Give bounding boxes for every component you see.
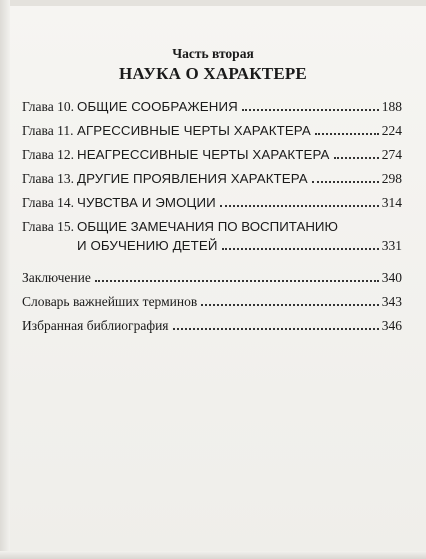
dot-leader [315, 133, 379, 135]
page-number: 224 [381, 123, 402, 138]
page-number: 331 [381, 238, 402, 253]
toc-entry-chapter-10[interactable] [22, 97, 402, 116]
page-number: 188 [381, 99, 402, 114]
entry-title: Заключение [22, 270, 91, 285]
toc-entry-chapter-12[interactable] [22, 145, 402, 164]
chapter-number: Глава 15. [22, 219, 74, 234]
table-of-contents [22, 97, 402, 260]
page-number: 343 [381, 294, 402, 309]
chapter-number: Глава 10. [22, 99, 74, 114]
dot-leader [201, 304, 379, 306]
page-number: 298 [381, 171, 402, 186]
chapter-number: Глава 11. [22, 123, 74, 138]
chapter-title-line-2: И ОБУЧЕНИЮ ДЕТЕЙ [77, 238, 218, 253]
dot-leader [242, 109, 379, 111]
dot-leader [334, 157, 379, 159]
chapter-number: Глава 12. [22, 147, 74, 162]
entry-title: Избранная библиография [22, 318, 169, 333]
chapter-title-line-1: ОБЩИЕ ЗАМЕЧАНИЯ ПО ВОСПИТАНИЮ [77, 219, 338, 234]
back-matter-list [22, 268, 402, 340]
dot-leader [173, 328, 379, 330]
part-label: Часть вторая [172, 46, 254, 61]
dot-leader [220, 205, 379, 207]
chapter-title: ЧУВСТВА И ЭМОЦИИ [77, 195, 216, 210]
dot-leader [222, 248, 379, 250]
dot-leader [312, 181, 379, 183]
chapter-title: НЕАГРЕССИВНЫЕ ЧЕРТЫ ХАРАКТЕРА [77, 147, 330, 162]
toc-entry-conclusion[interactable] [22, 268, 402, 287]
page-edge-top [0, 0, 426, 6]
chapter-title: ОБЩИЕ СООБРАЖЕНИЯ [77, 99, 238, 114]
toc-entry-chapter-14[interactable] [22, 193, 402, 212]
page-number: 314 [381, 195, 402, 210]
part-title: НАУКА О ХАРАКТЕРЕ [119, 64, 307, 83]
toc-entry-glossary[interactable] [22, 292, 402, 311]
page-edge-bottom [0, 551, 426, 559]
chapter-title: ДРУГИЕ ПРОЯВЛЕНИЯ ХАРАКТЕРА [77, 171, 308, 186]
toc-entry-chapter-11[interactable] [22, 121, 402, 140]
toc-entry-chapter-15[interactable] [22, 217, 402, 255]
chapter-number: Глава 14. [22, 195, 74, 210]
chapter-title: АГРЕССИВНЫЕ ЧЕРТЫ ХАРАКТЕРА [77, 123, 311, 138]
page-number: 274 [381, 147, 402, 162]
page-number: 340 [381, 270, 402, 285]
chapter-number: Глава 13. [22, 171, 74, 186]
toc-entry-chapter-13[interactable] [22, 169, 402, 188]
toc-entry-bibliography[interactable] [22, 316, 402, 335]
page-number: 346 [381, 318, 402, 333]
entry-title: Словарь важнейших терминов [22, 294, 198, 309]
dot-leader [95, 280, 379, 282]
